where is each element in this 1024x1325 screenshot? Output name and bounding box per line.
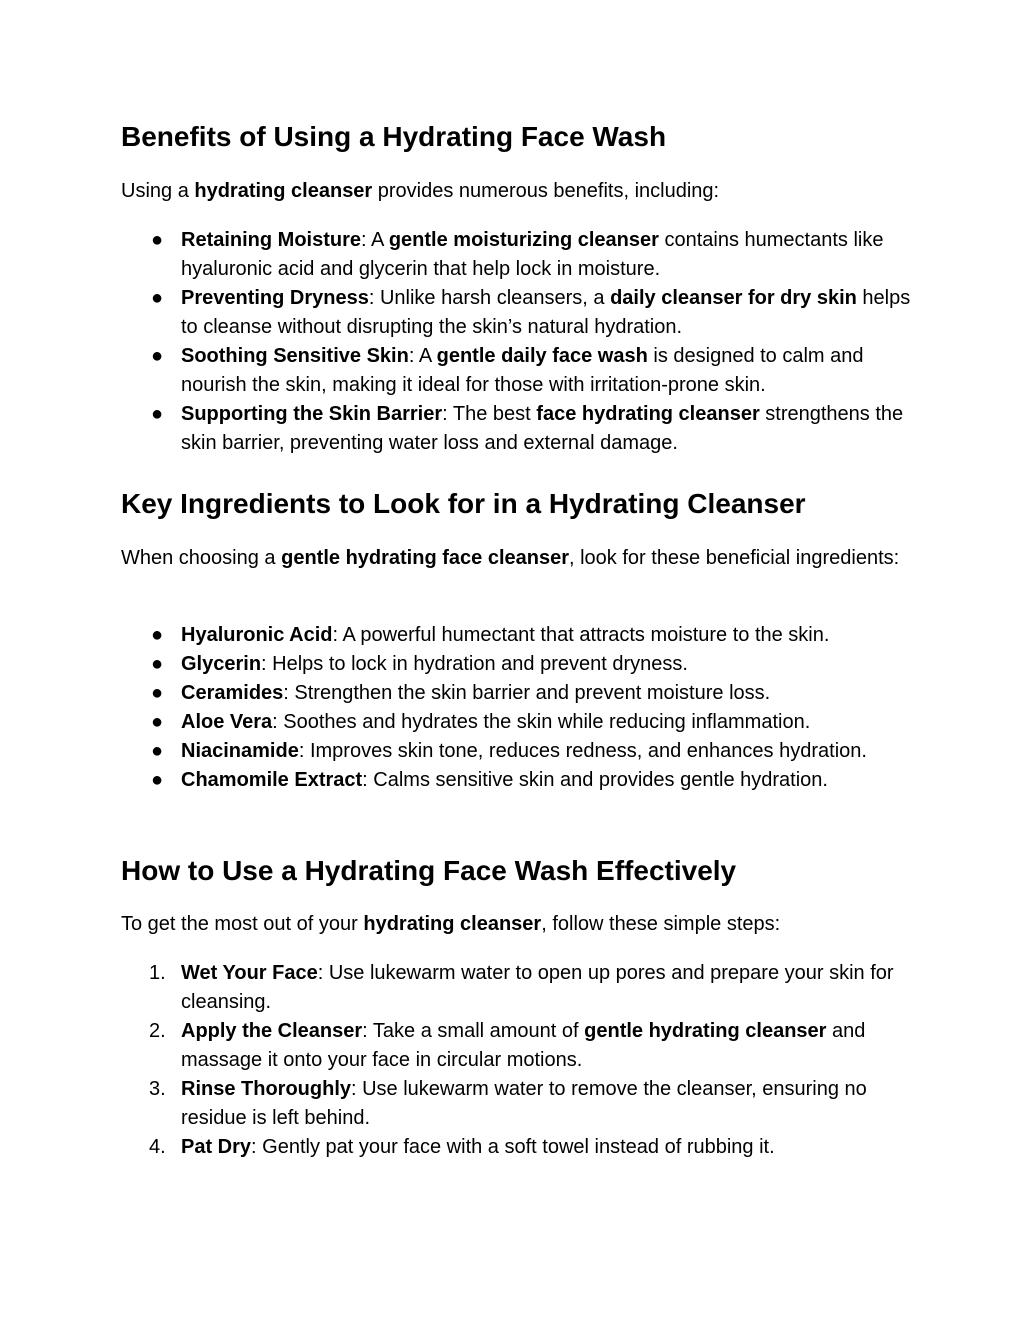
steps-list [121,959,911,1162]
bullet-icon: ● [151,769,164,791]
list-item: ● Supporting the Skin Barrier: The best face hydrating cleanser strengthens the skin barrier, preventing water loss and external damage. [121,400,911,458]
benefits-list [121,226,911,458]
list-item: 4. Pat Dry: Gently pat your face with a soft towel instead of rubbing it. [121,1133,911,1162]
list-item: 1. Wet Your Face: Use lukewarm water to open up pores and prepare your skin for cleansing. [121,959,911,1017]
list-item: ● Ceramides: Strengthen the skin barrier and prevent moisture loss. [121,679,911,708]
section-intro-how-to-use: To get the most out of your hydrating cleanser, follow these simple steps: [121,913,781,935]
bullet-icon: ● [151,403,164,425]
list-item: ● Chamomile Extract: Calms sensitive skin and provides gentle hydration. [121,766,911,795]
list-item: ● Retaining Moisture: A gentle moisturizing cleanser contains humectants like hyaluronic acid and glycerin that help lock in moisture. [121,226,911,284]
list-item: ● Glycerin: Helps to lock in hydration and prevent dryness. [121,650,911,679]
list-item: ● Hyaluronic Acid: A powerful humectant that attracts moisture to the skin. [121,621,911,650]
section-intro-benefits: Using a hydrating cleanser provides numerous benefits, including: [121,180,720,202]
bullet-icon: ● [151,345,164,367]
list-item: 2. Apply the Cleanser: Take a small amount of gentle hydrating cleanser and massage it onto your face in circular motions. [121,1017,911,1075]
section-heading-ingredients: Key Ingredients to Look for in a Hydrating Cleanser [121,488,806,519]
step-number: 1. [149,962,166,984]
bullet-icon: ● [151,711,164,733]
bullet-icon: ● [151,682,164,704]
ingredients-list [121,621,911,795]
bullet-icon: ● [151,229,164,251]
list-item: ● Niacinamide: Improves skin tone, reduces redness, and enhances hydration. [121,737,911,766]
bullet-icon: ● [151,740,164,762]
section-heading-how-to-use: How to Use a Hydrating Face Wash Effectively [121,855,737,886]
step-number: 4. [149,1136,166,1158]
list-item: ● Soothing Sensitive Skin: A gentle daily face wash is designed to calm and nourish the skin, making it ideal for those with irritation-prone skin. [121,342,911,400]
bullet-icon: ● [151,624,164,646]
list-item: ● Preventing Dryness: Unlike harsh cleansers, a daily cleanser for dry skin helps to cleanse without disrupting the skin’s natural hydration. [121,284,911,342]
list-item: ● Aloe Vera: Soothes and hydrates the skin while reducing inflammation. [121,708,911,737]
section-intro-ingredients: When choosing a gentle hydrating face cleanser, look for these beneficial ingredients: [121,547,900,569]
step-number: 3. [149,1078,166,1100]
bullet-icon: ● [151,287,164,309]
section-heading-benefits: Benefits of Using a Hydrating Face Wash [121,121,667,152]
list-item: 3. Rinse Thoroughly: Use lukewarm water to remove the cleanser, ensuring no residue is left behind. [121,1075,911,1133]
bullet-icon: ● [151,653,164,675]
step-number: 2. [149,1020,166,1042]
